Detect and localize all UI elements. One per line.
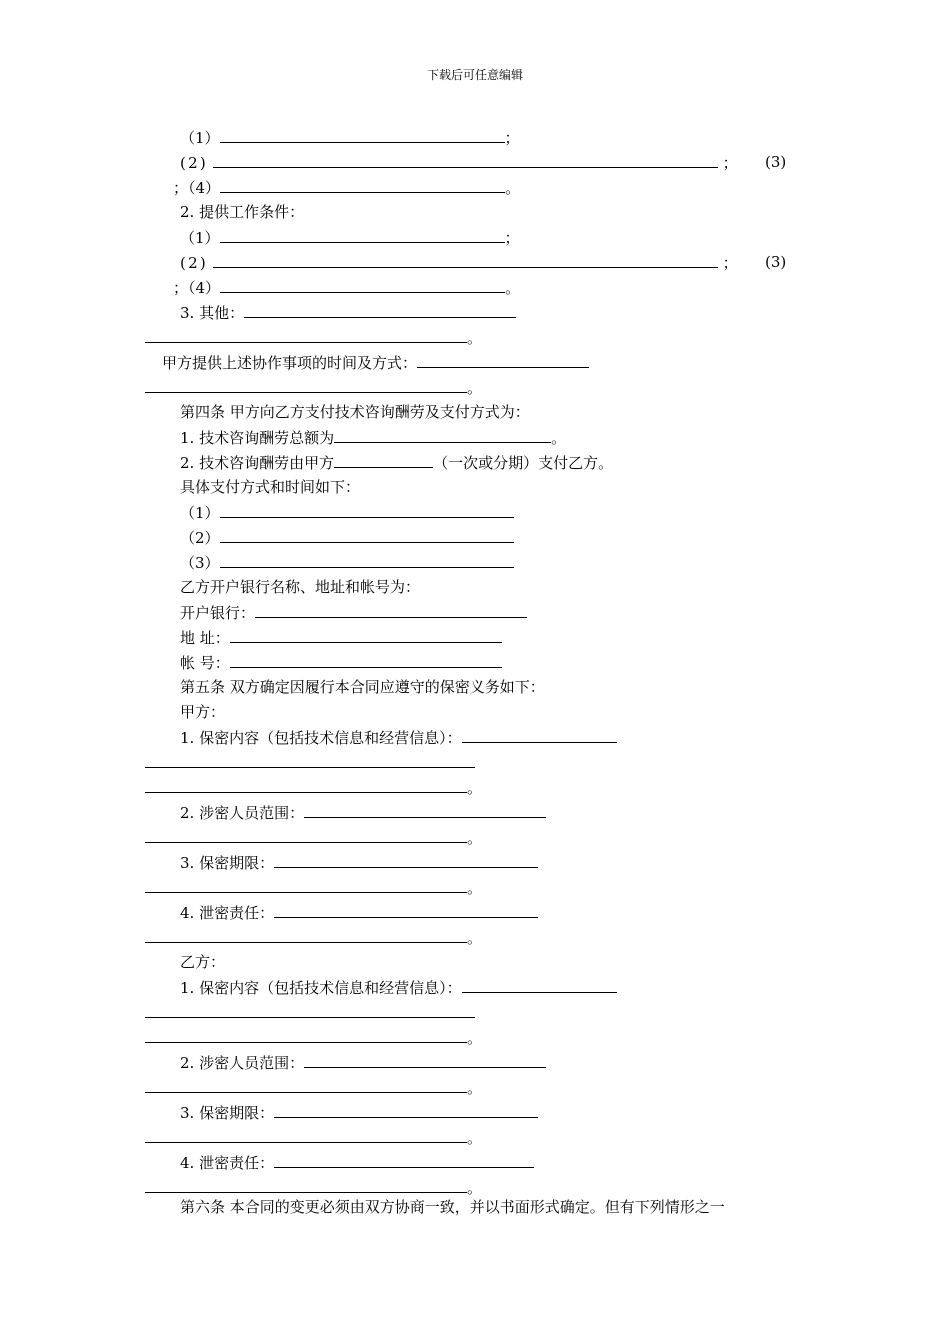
- blank-field[interactable]: [145, 876, 467, 893]
- continuation-line: 。: [145, 1126, 482, 1148]
- item-line: 1. 保密内容（包括技术信息和经营信息）：: [180, 976, 617, 998]
- item-line: (2) ；: [180, 251, 738, 273]
- blank-field[interactable]: [462, 726, 617, 743]
- party-b-heading: 乙方：: [180, 953, 226, 971]
- continuation-line: 。: [145, 876, 482, 898]
- article-5-heading: 第五条 双方确定因履行本合同应遵守的保密义务如下：: [180, 678, 545, 696]
- item-line: （2）: [180, 526, 514, 548]
- article-4-heading: 第四条 甲方向乙方支付技术咨询酬劳及支付方式为：: [180, 403, 530, 421]
- item-line: （1） ；: [180, 226, 520, 248]
- item-line: (2) ；: [180, 151, 738, 173]
- blank-field[interactable]: [334, 451, 433, 468]
- item-line: 2. 涉密人员范围：: [180, 1051, 546, 1073]
- blank-field[interactable]: [145, 326, 467, 343]
- party-a-heading: 甲方：: [180, 703, 226, 721]
- item-line: 3. 保密期限：: [180, 1101, 538, 1123]
- blank-field[interactable]: [220, 276, 505, 293]
- blank-field[interactable]: [462, 976, 617, 993]
- item-line: 2. 涉密人员范围：: [180, 801, 546, 823]
- item-line: （3）: [180, 551, 514, 573]
- item-heading: 2. 提供工作条件：: [180, 203, 305, 221]
- continuation-line: 。: [145, 776, 482, 798]
- continuation-line: 。: [145, 326, 482, 348]
- continuation-line: 。: [145, 1026, 482, 1048]
- continuation-line: 。: [145, 376, 482, 398]
- blank-field[interactable]: [145, 376, 467, 393]
- item-line: 4. 泄密责任：: [180, 901, 538, 923]
- blank-field[interactable]: [304, 801, 546, 818]
- blank-field[interactable]: [274, 1151, 534, 1168]
- item-heading: 具体支付方式和时间如下：: [180, 478, 361, 496]
- continuation-line: [145, 1001, 475, 1023]
- blank-field[interactable]: [220, 526, 514, 543]
- item-line: 1. 技术咨询酬劳总额为 。: [180, 426, 566, 448]
- blank-field[interactable]: [145, 926, 467, 943]
- item-line: 地 址：: [180, 626, 502, 648]
- page-header: 下载后可任意编辑: [426, 68, 523, 82]
- item-marker: (3): [765, 153, 787, 171]
- blank-field[interactable]: [230, 626, 502, 643]
- continuation-line: 。: [145, 826, 482, 848]
- blank-field[interactable]: [220, 501, 514, 518]
- blank-field[interactable]: [145, 1001, 475, 1018]
- blank-field[interactable]: [255, 601, 527, 618]
- continuation-line: 。: [145, 1176, 482, 1198]
- blank-field[interactable]: [220, 176, 505, 193]
- blank-field[interactable]: [220, 551, 514, 568]
- blank-field[interactable]: [220, 126, 505, 143]
- blank-field[interactable]: [220, 226, 505, 243]
- blank-field[interactable]: [230, 651, 502, 668]
- blank-field[interactable]: [244, 301, 516, 318]
- item-marker: (3): [765, 253, 787, 271]
- blank-field[interactable]: [145, 1076, 467, 1093]
- item-line: 2. 技术咨询酬劳由甲方 （一次或分期）支付乙方。: [180, 451, 613, 473]
- item-line: 4. 泄密责任：: [180, 1151, 534, 1173]
- blank-field[interactable]: [145, 751, 475, 768]
- item-line: 开户银行：: [180, 601, 527, 623]
- blank-field[interactable]: [145, 1126, 467, 1143]
- item-line: ；（4） 。: [173, 176, 520, 198]
- blank-field[interactable]: [274, 851, 538, 868]
- item-line: （1） ；: [180, 126, 520, 148]
- item-line: 帐 号：: [180, 651, 502, 673]
- blank-field[interactable]: [213, 151, 718, 168]
- blank-field[interactable]: [417, 351, 589, 368]
- item-line: 1. 保密内容（包括技术信息和经营信息）：: [180, 726, 617, 748]
- continuation-line: 。: [145, 1076, 482, 1098]
- item-line: ；（4） 。: [173, 276, 520, 298]
- article-6-text: 第六条 本合同的变更必须由双方协商一致，并以书面形式确定。但有下列情形之一: [180, 1198, 725, 1216]
- item-line: 3. 其他：: [180, 301, 516, 323]
- blank-field[interactable]: [304, 1051, 546, 1068]
- continuation-line: 。: [145, 926, 482, 948]
- blank-field[interactable]: [145, 1176, 467, 1193]
- blank-field[interactable]: [274, 1101, 538, 1118]
- item-line: （1）: [180, 501, 514, 523]
- blank-field[interactable]: [145, 826, 467, 843]
- blank-field[interactable]: [145, 1026, 467, 1043]
- continuation-line: [145, 751, 475, 773]
- blank-field[interactable]: [213, 251, 718, 268]
- item-heading: 乙方开户银行名称、地址和帐号为：: [180, 578, 421, 596]
- item-line: 3. 保密期限：: [180, 851, 538, 873]
- blank-field[interactable]: [274, 901, 538, 918]
- blank-field[interactable]: [334, 426, 551, 443]
- blank-field[interactable]: [145, 776, 467, 793]
- item-line: 甲方提供上述协作事项的时间及方式：: [162, 351, 589, 373]
